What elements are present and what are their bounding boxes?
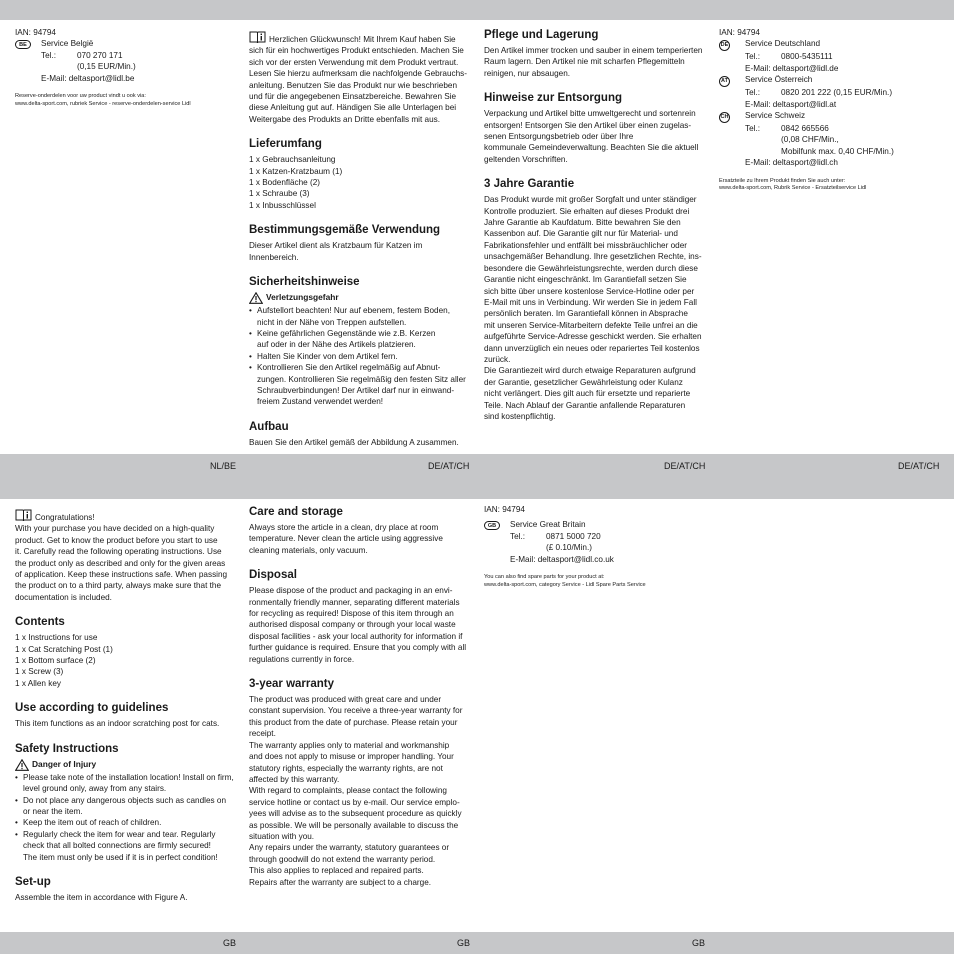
care-heading: Pflege und Lagerung xyxy=(484,29,599,41)
tel-label: Tel.: xyxy=(745,88,761,98)
ian-number: IAN: 94794 xyxy=(719,28,760,37)
list-item: 1 x Gebrauchsanleitung xyxy=(249,155,336,165)
book-info-icon xyxy=(249,31,266,44)
spare-parts-note: Reserve-onderdelen voor uw product vindt u ook via: www.delta-sport.com, rubriek Service - reserve-onderdelen-service Lidl xyxy=(15,93,191,107)
care-heading: Care and storage xyxy=(249,506,343,518)
list-item: 1 x Inbusschlüssel xyxy=(249,200,316,210)
list-item: 1 x Screw (3) xyxy=(15,667,64,677)
warning-triangle-icon xyxy=(15,759,29,771)
safety-heading: Sicherheitshinweise xyxy=(249,276,360,289)
intro-heading: Congratulations! xyxy=(15,509,237,523)
tel-label: Tel.: xyxy=(745,124,761,134)
list-item: 1 x Instructions for use xyxy=(15,633,98,643)
list-item: • Please take note of the installation location! Install on firm, level ground only, away from any stairs. xyxy=(15,772,237,795)
country-badge-icon: BE xyxy=(15,40,31,49)
warranty-heading: 3-year warranty xyxy=(249,678,335,691)
intended-use-heading: Bestimmungsgemäße Verwendung xyxy=(249,224,441,237)
service-belgium xyxy=(15,38,230,84)
list-item: 1 x Bottom surface (2) xyxy=(15,656,96,666)
setup-heading: Aufbau xyxy=(249,420,289,433)
service-name: Service Österreich xyxy=(745,75,813,85)
gb-column-2 xyxy=(249,505,471,888)
intended-use-text: This item functions as an indoor scratching post for cats. xyxy=(15,719,220,729)
footer-label-de-1: DE/AT/CH xyxy=(428,461,470,471)
gb-service-column xyxy=(484,504,712,589)
footer-label-de-2: DE/AT/CH xyxy=(664,461,706,471)
disposal-heading: Disposal xyxy=(249,569,297,582)
list-item: • Aufstellort beachten! Nur auf ebenem, festem Boden, nicht in der Nähe von Treppen aufstellen. xyxy=(249,305,471,328)
email-line: E-Mail: deltasport@lidl.at xyxy=(745,99,837,109)
danger-label: Danger of Injury xyxy=(15,759,237,771)
warranty-heading: 3 Jahre Garantie xyxy=(484,178,575,191)
safety-heading: Safety Instructions xyxy=(15,742,119,755)
intro-text: With your purchase you have decided on a high-quality product. Get to know the product before you start to use it. Carefully read the following operating instructions. Use the product only as described and only for the given areas of application. Keep these instructions safe. When passing the product on to a third party, always make sure that the documentation is included. xyxy=(15,524,228,602)
list-item: • Keine gefährlichen Gegenstände wie z.B. Kerzen auf oder in der Nähe des Artikels platzieren. xyxy=(249,328,471,351)
tel-label: Tel.: xyxy=(745,52,761,62)
tel-value: 0820 201 222 (0,15 EUR/Min.) xyxy=(781,88,893,98)
list-item: • Regularly check the item for wear and tear. Regularly check that all bolted connections are firmly secured! The item must only be used if it is in perfect condition! xyxy=(15,829,237,863)
country-badge-icon: AT xyxy=(719,76,730,87)
warranty-text: The product was produced with great care and under constant supervision. You receive a three-year warranty for this product from the date of purchase. Please retain your receipt. The warranty applies only to material and workmanship and does not apply to misuse or improper handling. Your statutory rights, especially the warranty rights, are not affected by this warranty. With regard to complaints, please contact the following service hotline or contact us by e-mail. Our service emplo- yees will advise as to the subsequent procedure as quickly as possible. We will be personally available to discuss the situation with you. Any repairs under the warranty, statutory guarantees or through goodwill do not extend the warranty period. This also applies to replaced and repaired parts. Repairs after the warranty are subject to a charge. xyxy=(249,695,463,887)
intro-text: Herzlichen Glückwunsch! Mit Ihrem Kauf haben Sie sich für ein hochwertiges Produkt entschieden. Machen Sie sich vor der ersten Verwendung mit dem Produkt vertraut. Lesen Sie hierzu aufmerksam die nachfolgende Gebrauchs- anleitung. Benutzen Sie das Produkt nur wie beschrieben und für die angegebenen Einsatzbereiche. Bewahren Sie diese Anleitung gut auf. Händigen Sie alle Unterlagen bei Weitergabe des Produkts an Dritte ebenfalls mit aus. xyxy=(249,31,471,125)
tel-value: 070 270 171 (0,15 EUR/Min.) xyxy=(77,50,136,72)
country-badge-icon: GB xyxy=(484,521,500,530)
list-item: 1 x Schraube (3) xyxy=(249,189,310,199)
list-item: 1 x Allen key xyxy=(15,678,61,688)
bottom-band xyxy=(0,932,954,954)
nl-be-service-column xyxy=(15,27,230,108)
ian-number: IAN: 94794 xyxy=(484,505,525,514)
tel-label: Tel.: xyxy=(41,50,57,60)
spare-parts-note: You can also find spare parts for your product at: www.delta-sport.com, category Service - Lidl Spare Parts Service xyxy=(484,574,646,588)
service-austria xyxy=(719,74,947,110)
middle-band xyxy=(0,454,954,499)
email-line: E-Mail: deltasport@lidl.co.uk xyxy=(510,554,614,564)
care-text: Den Artikel immer trocken und sauber in einem temperierten Raum lagern. Den Artikel nie mit scharfen Pflegemitteln reinigen, nur absaugen. xyxy=(484,46,703,78)
disposal-text: Please dispose of the product and packaging in an envi- ronmentally friendly manner, separating different materials for recycling as required! Dispose of this item through an authorised disposal company or through your local waste disposal facilities - ask your local authority for information if further guidance is required. Ensure that you comply with all regulations currently in force. xyxy=(249,586,467,664)
contents-list xyxy=(249,154,471,211)
email-line: E-Mail: deltasport@lidl.de xyxy=(745,63,839,73)
country-badge-icon: DE xyxy=(719,40,730,51)
tel-value: 0800-5435111 xyxy=(781,52,833,62)
warning-triangle-icon xyxy=(249,292,263,304)
spare-parts-note: Ersatzteile zu Ihrem Produkt finden Sie auch unter: www.delta-sport.com, Rubrik Service - Ersatzteilservice Lidl xyxy=(719,177,867,192)
service-name: Service Great Britain xyxy=(510,520,586,530)
footer-label-nl-be: NL/BE xyxy=(210,461,237,471)
list-item: 1 x Katzen-Kratzbaum (1) xyxy=(249,166,343,176)
footer-label-gb-2: GB xyxy=(457,938,471,948)
intended-use-heading: Use according to guidelines xyxy=(15,702,169,715)
contents-list xyxy=(15,632,237,689)
service-name: Service Deutschland xyxy=(745,39,821,49)
service-name: Service Schweiz xyxy=(745,111,806,121)
footer-label-gb-1: GB xyxy=(223,938,237,948)
tel-label: Tel.: xyxy=(510,531,526,541)
list-item: 1 x Bodenfläche (2) xyxy=(249,178,321,188)
email-line: E-Mail: deltasport@lidl.be xyxy=(41,73,135,83)
warranty-text: Das Produkt wurde mit großer Sorgfalt und unter ständiger Kontrolle produziert. Sie erhalten auf dieses Produkt drei Jahre Garantie ab Kaufdatum. Bitte bewahren Sie den Kassenbon auf. Die Garantie gilt nur für Material- und Fabrikationsfehler und entfällt bei missbräuchlicher oder unsachgemäßer Behandlung. Ihre gesetzlichen Rechte, ins- besondere die Gewährleistungsrechte, werden durch diese Garantie nicht eingeschränkt. Im Garantiefall setzen Sie sich bitte über unsere kostenlose Service-Hotline oder per E-Mail mit uns in Verbindung. Wir werden Sie in jedem Fall persönlich beraten. Im Garantiefall können in Absprache mit unseren Service-Mitarbeitern defekte Teile unfrei an die aufgeführte Service-Adresse geschickt werden. Sie erhalten dann unverzüglich ein neues oder repariertes Teil kostenlos zurück. Die Garantiezeit wird durch etwaige Reparaturen aufgrund der Garantie, gesetzlicher Gewährleistung oder Kulanz nicht verlängert. Dies gilt auch für ersetzte und reparierte Teile. Nach Ablauf der Garantie anfallende Reparaturen sind kostenpflichtig. xyxy=(484,195,702,421)
disposal-heading: Hinweise zur Entsorgung xyxy=(484,92,623,105)
safety-list xyxy=(15,772,237,863)
de-service-column xyxy=(719,27,947,193)
de-column-2 xyxy=(484,28,706,422)
list-item: • Keep the item out of reach of children. xyxy=(15,817,237,828)
danger-label: Verletzungsgefahr xyxy=(249,292,471,304)
de-column-1 xyxy=(249,31,471,448)
setup-text: Bauen Sie den Artikel gemäß der Abbildung A zusammen. xyxy=(249,437,459,447)
setup-heading: Set-up xyxy=(15,875,51,888)
safety-list xyxy=(249,305,471,408)
footer-label-de-3: DE/AT/CH xyxy=(898,461,940,471)
list-item: • Do not place any dangerous objects such as candles on or near the item. xyxy=(15,795,237,818)
gb-column-1 xyxy=(15,509,237,903)
intended-use-text: Dieser Artikel dient als Kratzbaum für Katzen im Innenbereich. xyxy=(249,241,423,262)
service-name: Service België xyxy=(41,39,94,49)
email-line: E-Mail: deltasport@lidl.ch xyxy=(745,158,838,168)
contents-heading: Lieferumfang xyxy=(249,138,322,151)
service-switzerland xyxy=(719,110,947,169)
tel-value: 0871 5000 720 (£ 0.10/Min.) xyxy=(546,531,601,553)
tel-value: 0842 665566 (0,08 CHF/Min., Mobilfunk max. 0,40 CHF/Min.) xyxy=(781,124,894,156)
book-info-icon xyxy=(15,509,32,522)
service-germany xyxy=(719,38,947,74)
footer-label-gb-3: GB xyxy=(692,938,706,948)
country-badge-icon: CH xyxy=(719,112,730,123)
setup-text: Assemble the item in accordance with Figure A. xyxy=(15,892,188,902)
list-item: 1 x Cat Scratching Post (1) xyxy=(15,644,113,654)
ian-number: IAN: 94794 xyxy=(15,28,56,37)
service-great-britain xyxy=(484,519,712,565)
list-item: • Halten Sie Kinder von dem Artikel fern. xyxy=(249,351,471,362)
top-band xyxy=(0,0,954,20)
contents-heading: Contents xyxy=(15,616,65,629)
care-text: Always store the article in a clean, dry place at room temperature. Never clean the article using aggressive cleaning materials, only vacuum. xyxy=(249,523,443,555)
list-item: • Kontrollieren Sie den Artikel regelmäßig auf Abnut- zungen. Kontrollieren Sie regelmäßig den festen Sitz aller Schraubverbindungen! Der Artikel darf nur in einwand- freiem Zustand verwendet werden! xyxy=(249,362,471,408)
disposal-text: Verpackung und Artikel bitte umweltgerecht und sortenrein entsorgen! Entsorgen Sie den Artikel über einen zugelas- senen Entsorgungsbetrieb oder über Ihre kommunale Gemeindeverwaltung. Beachten Sie die aktuell geltenden Vorschriften. xyxy=(484,109,699,164)
